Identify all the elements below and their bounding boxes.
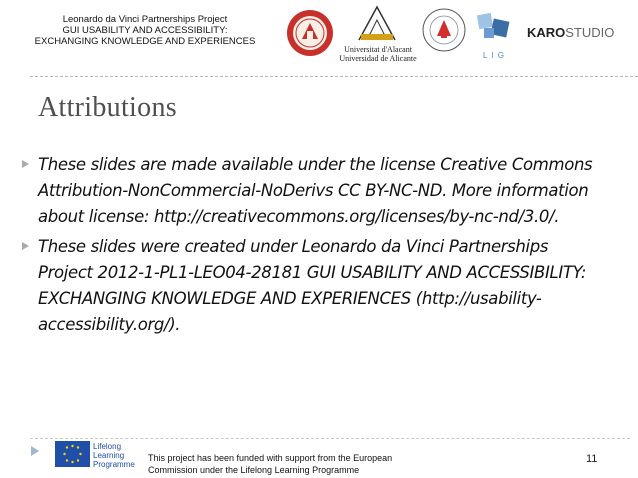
alicante-university-logo [351, 4, 403, 44]
karo-bold-text: KARO [527, 25, 566, 40]
bullet-list [22, 152, 602, 342]
eu-flag-icon [55, 441, 90, 467]
header-divider [30, 76, 638, 77]
lig-laboratory-logo [474, 10, 514, 58]
karo-light-text: STUDIO [565, 25, 615, 40]
llp-line-2: Learning [93, 451, 125, 460]
funding-line-1: This project has been funded with support from the European [148, 453, 393, 463]
karo-studio-logo [527, 24, 627, 42]
bullet-license [22, 152, 602, 230]
project-line-3: EXCHANGING KNOWLEDGE AND EXPERIENCES [34, 36, 256, 47]
bullet-arrow-icon [22, 160, 29, 168]
project-line-2: GUI USABILITY AND ACCESSIBILITY: [62, 25, 228, 36]
funding-statement [148, 452, 448, 476]
lig-letters: L I G [482, 51, 506, 60]
alicante-name-line-2: Universidad de Alicante [339, 54, 417, 63]
lifelong-learning-programme-label [93, 442, 135, 469]
llp-line-3: Programme [93, 460, 135, 469]
bullet-arrow-icon [22, 242, 29, 250]
project-header [30, 14, 260, 47]
slide-title: Attributions [38, 92, 177, 123]
polish-university-seal-logo [286, 9, 334, 57]
bullet-text: These slides are made available under the license Creative Commons Attribution-NonCommercial-NoDerivs CC BY-NC-ND. More information about license: http://creativecommons.org/licenses/by-nc-nd/3.0/. [38, 155, 593, 226]
bullet-project [22, 234, 602, 338]
llp-line-1: Lifelong [93, 442, 122, 451]
bullet-text: These slides were created under Leonardo da Vinci Partnerships Project 2012-1-PL1-LEO04-28181 GUI USABILITY AND ACCESSIBILITY: EXCHANGING KNOWLEDGE AND EXPERIENCES (http://usability-accessibility.org/). [38, 237, 587, 334]
funding-line-2: Commission under the Lifelong Learning Programme [148, 465, 360, 475]
alicante-name-line-1: Universitat d'Alacant [344, 45, 412, 54]
joseph-fourier-university-logo [422, 8, 466, 52]
footer-divider [30, 438, 630, 439]
project-line-1: Leonardo da Vinci Partnerships Project [62, 14, 228, 25]
page-number: 11 [586, 453, 598, 465]
alicante-university-name [337, 45, 419, 63]
footer-arrow-icon [31, 446, 39, 456]
